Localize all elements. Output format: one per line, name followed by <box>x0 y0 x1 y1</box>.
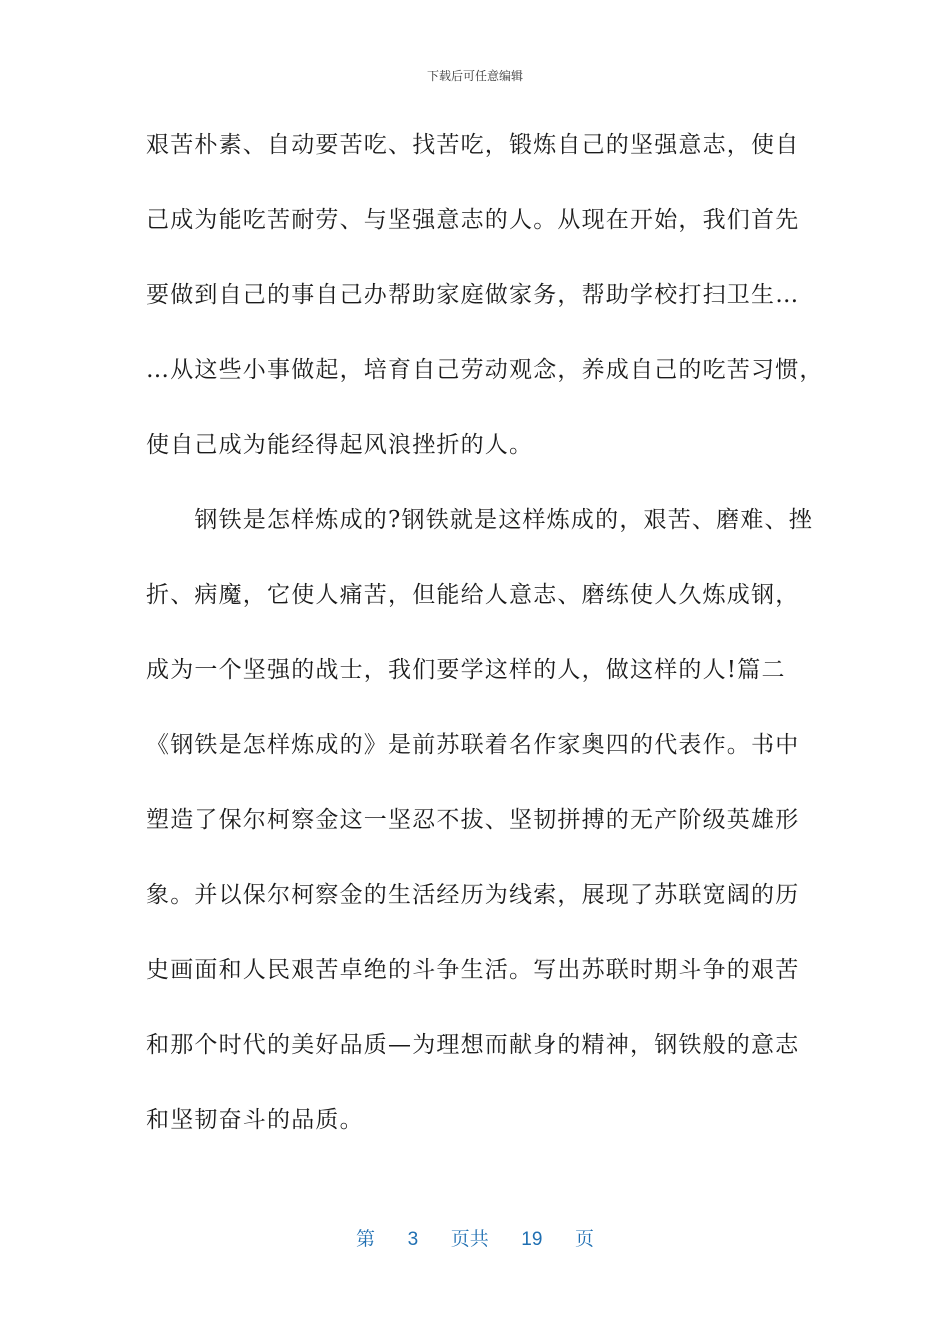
text-line: 《钢铁是怎样炼成的》是前苏联着名作家奥四的代表作。书中 <box>146 732 800 758</box>
text-line: 己成为能吃苦耐劳、与坚强意志的人。从现在开始，我们首先 <box>146 207 800 233</box>
text-line: 钢铁是怎样炼成的?钢铁就是这样炼成的，艰苦、磨难、挫 <box>146 507 813 533</box>
page-number-footer <box>0 1224 950 1251</box>
text-line: 使自己成为能经得起风浪挫折的人。 <box>146 432 534 458</box>
page-label: 第 <box>355 1229 375 1250</box>
text-line: 成为一个坚强的战士，我们要学这样的人，做这样的人!篇二 <box>146 657 786 683</box>
total-pages-number: 19 <box>521 1229 543 1250</box>
text-line: …从这些小事做起，培育自己劳动观念，养成自己的吃苦习惯， <box>146 357 824 383</box>
text-line: 艰苦朴素、自动要苦吃、找苦吃，锻炼自己的坚强意志，使自 <box>146 132 800 158</box>
current-page-number: 3 <box>407 1229 419 1250</box>
page-suffix-label: 页 <box>574 1229 594 1250</box>
document-body <box>146 120 824 1170</box>
text-line: 和那个时代的美好品质—为理想而献身的精神，钢铁般的意志 <box>146 1032 800 1058</box>
text-line: 象。并以保尔柯察金的生活经历为线索，展现了苏联宽阔的历 <box>146 882 800 908</box>
text-line: 要做到自己的事自己办帮助家庭做家务，帮助学校打扫卫生… <box>146 282 800 308</box>
total-label: 页共 <box>450 1229 489 1250</box>
text-line: 塑造了保尔柯察金这一坚忍不拔、坚韧拼搏的无产阶级英雄形 <box>146 807 800 833</box>
text-line: 折、病魔，它使人痛苦，但能给人意志、磨练使人久炼成钢， <box>146 582 800 608</box>
text-line: 和坚韧奋斗的品质。 <box>146 1107 364 1133</box>
page-header-note: 下载后可任意编辑 <box>426 69 523 83</box>
text-line: 史画面和人民艰苦卓绝的斗争生活。写出苏联时期斗争的艰苦 <box>146 957 800 983</box>
